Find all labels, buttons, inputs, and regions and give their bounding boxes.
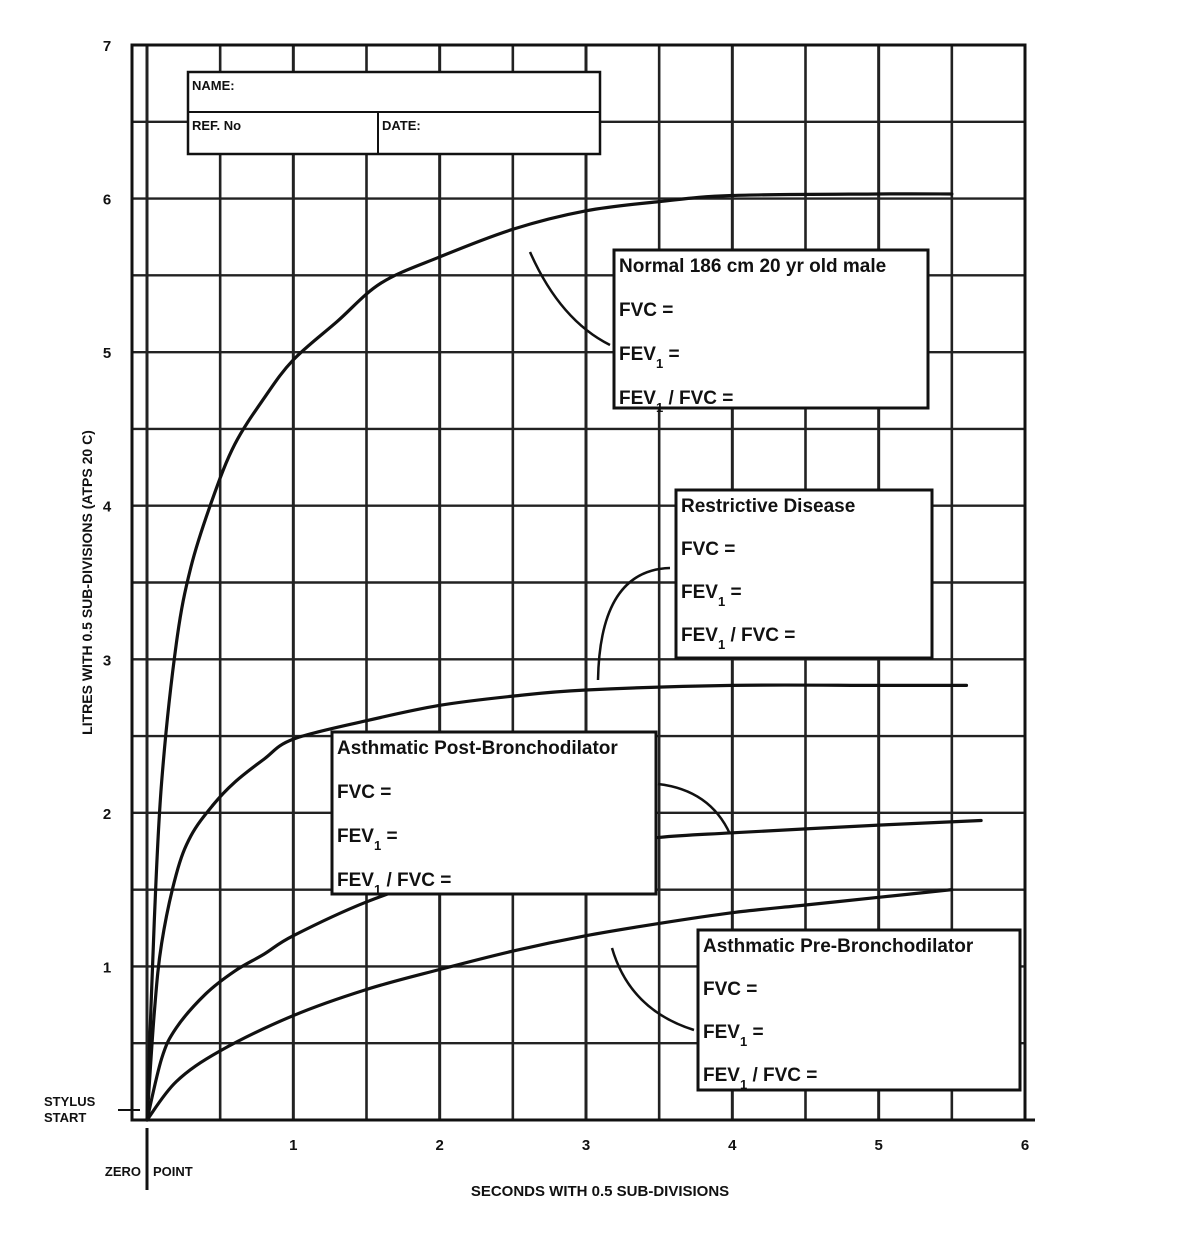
x-tick-label: 3 [581, 1137, 591, 1154]
annotation-line: FVC = [681, 539, 736, 560]
annotation-line: $FEV_1$ = [337, 826, 398, 853]
x-tick-label: 1 [289, 1137, 298, 1154]
zero-point-label: ZERO [104, 1164, 141, 1179]
annotation-line: FVC = [337, 782, 392, 803]
annotation-line: $FEV_1$ = [703, 1022, 764, 1049]
y-tick-label: 5 [102, 345, 112, 363]
annotation-line: FVC = [703, 979, 758, 1000]
x-tick-label: 6 [1020, 1137, 1030, 1154]
annotation-title: Normal 186 cm 20 yr old male [619, 256, 887, 277]
x-tick-label: 2 [435, 1137, 444, 1154]
stylus-label: START [44, 1110, 87, 1125]
y-tick-label: 2 [102, 805, 112, 823]
annotation-line: $FEV_1$ / FVC = [681, 625, 796, 652]
y-tick-label: 3 [102, 652, 112, 670]
annotation-title: Restrictive Disease [681, 496, 856, 517]
annotation-line: FVC = [619, 300, 674, 321]
x-tick-label: 5 [874, 1137, 883, 1154]
y-tick-label: 4 [102, 498, 112, 516]
y-tick-label: 6 [102, 191, 112, 209]
y-tick-label: 1 [102, 959, 112, 977]
x-axis-title: SECONDS WITH 0.5 SUB-DIVISIONS [470, 1183, 730, 1200]
name-label: NAME: [192, 78, 235, 93]
annotation-line: $FEV_1$ = [619, 344, 680, 371]
ref-label: REF. No [192, 118, 242, 133]
annotation-title: Asthmatic Post-Bronchodilator [337, 738, 618, 759]
y-tick-label: 7 [102, 38, 112, 55]
annotation-line: $FEV_1$ / FVC = [337, 870, 452, 897]
annotation-title: Asthmatic Pre-Bronchodilator [703, 936, 974, 957]
date-label: DATE: [382, 118, 421, 133]
zero-point-label: POINT [153, 1164, 193, 1179]
x-tick-label: 4 [728, 1137, 737, 1154]
annotation-line: $FEV_1$ = [681, 582, 742, 609]
y-axis-title: LITRES WITH 0.5 SUB-DIVISIONS (ATPS 20 C) [79, 430, 95, 735]
stylus-label: STYLUS [44, 1094, 96, 1109]
annotation-line: $FEV_1$ / FVC = [619, 388, 734, 415]
annotation-line: $FEV_1$ / FVC = [703, 1065, 818, 1092]
